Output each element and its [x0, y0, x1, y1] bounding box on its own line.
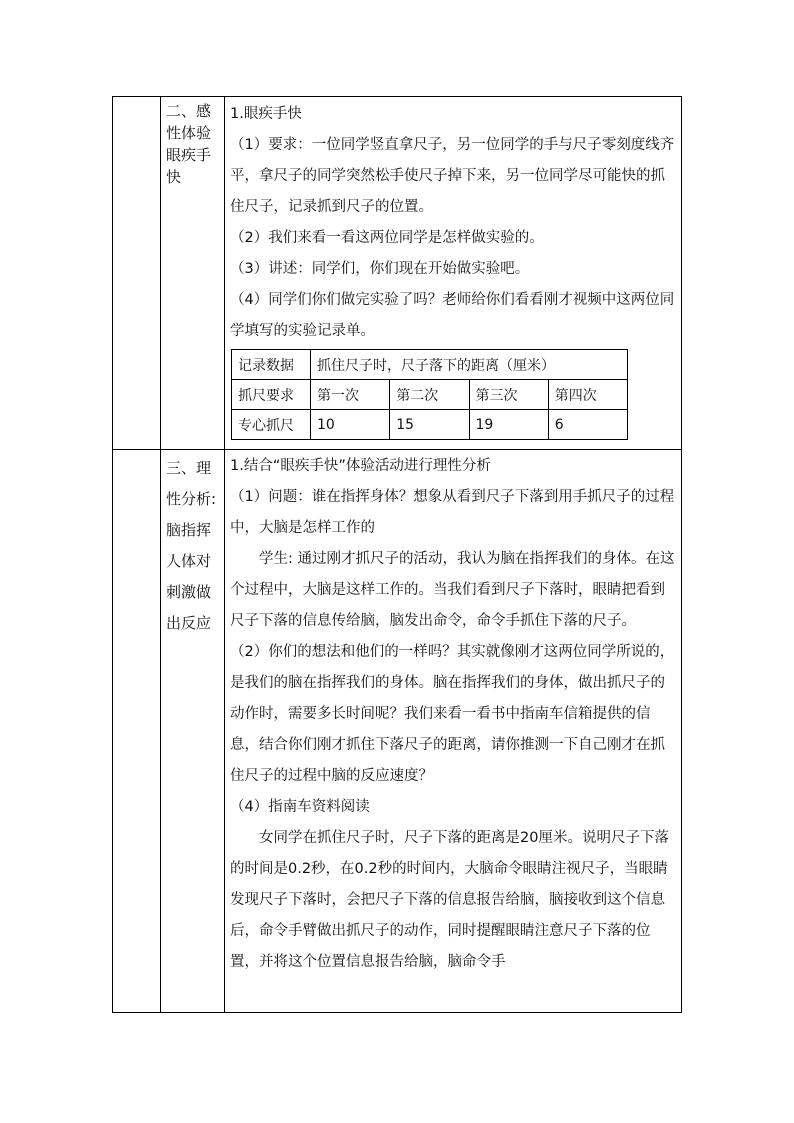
- section2-paragraph: （2）我们来看一看这两位同学是怎样做实验的。: [230, 230, 544, 246]
- section2-paragraph: （4）同学们你们做完实验了吗？老师给你们看看刚才视频中这两位同学填写的实验记录单。: [230, 292, 675, 339]
- section2-label-line: 性体验: [166, 124, 212, 142]
- section3-label-line: 出反应: [166, 614, 212, 632]
- record-row-head: 记录数据: [232, 350, 311, 380]
- attempt-header: 第二次: [390, 380, 469, 410]
- section3-label-line: 脑指挥: [166, 521, 212, 539]
- section3-label-line: 刺激做: [166, 583, 212, 601]
- record-value: 10: [311, 410, 390, 440]
- section3-paragraph: （1）问题：谁在指挥身体？想象从看到尺子下落到用手抓尺子的过程中，大脑是怎样工作的: [230, 489, 675, 536]
- section3-paragraph: （4）指南车资料阅读: [230, 799, 370, 815]
- section2-label-line: 二、感: [166, 102, 212, 120]
- column-divider-2: [224, 96, 225, 1013]
- column-divider-1: [160, 96, 161, 1013]
- section3-label-line: 性分析:: [166, 490, 217, 508]
- section2-content: [230, 99, 676, 347]
- record-value: 19: [469, 410, 548, 440]
- experiment-record-table: [231, 349, 628, 440]
- section2-label: [166, 100, 211, 188]
- record-row-head: 抓尺要求: [232, 380, 311, 410]
- section3-paragraph: 女同学在抓住尺子时，尺子下落的距离是20厘米。说明尺子下落的时间是0.2秒，在0.2秒的时间内，大脑命令眼睛注视尺子，当眼睛发现尺子下落时，会把尺子下落的信息报告给脑，脑接收到这个信息后，命令手臂做出抓尺子的动作，同时提醒眼睛注意尺子下落的位置，并将这个位置信息报告给脑，脑命令手: [230, 830, 669, 970]
- section3-paragraph: 学生: 通过刚才抓尺子的活动，我认为脑在指挥我们的身体。在这个过程中，大脑是这样工作的。当我们看到尺子下落时，眼睛把看到尺子下落的信息传给脑，脑发出命令，命令手抓住下落的尺子。: [230, 551, 675, 629]
- table-bottom-border: [112, 1012, 682, 1013]
- section2-paragraph: （1）要求：一位同学竖直拿尺子，另一位同学的手与尺子零刻度线齐平，拿尺子的同学突然松手使尺子掉下来，另一位同学尽可能快的抓住尺子，记录抓到尺子的位置。: [230, 137, 675, 215]
- record-title: 抓住尺子时，尺子落下的距离（厘米）: [311, 350, 628, 380]
- section3-label: [166, 453, 216, 639]
- section2-heading: 1.眼疾手快: [230, 106, 302, 122]
- section2-label-line: 眼疾手: [166, 146, 212, 164]
- attempt-header: 第一次: [311, 380, 390, 410]
- section3-content: [230, 451, 676, 978]
- attempt-header: 第四次: [548, 380, 627, 410]
- section3-label-line: 人体对: [166, 552, 212, 570]
- section3-paragraph: （2）你们的想法和他们的一样吗？其实就像刚才这两位同学所说的，是我们的脑在指挥我们的身体。脑在指挥我们的身体，做出抓尺子的动作时，需要多长时间呢？我们来看一看书中指南车信箱提供的信息，结合你们刚才抓住下落尺子的距离，请你推测一下自己刚才在抓住尺子的过程中脑的反应速度？: [230, 644, 675, 784]
- section2-paragraph: （3）讲述：同学们，你们现在开始做实验吧。: [230, 261, 530, 277]
- record-row-head: 专心抓尺: [232, 410, 311, 440]
- attempt-header: 第三次: [469, 380, 548, 410]
- record-value: 6: [548, 410, 627, 440]
- page-bottom-margin: [112, 1013, 684, 1123]
- section3-label-line: 三、理: [166, 459, 212, 477]
- record-value: 15: [390, 410, 469, 440]
- section2-label-line: 快: [166, 168, 182, 186]
- row-divider: [112, 449, 682, 450]
- section3-heading: 1.结合“眼疾手快”体验活动进行理性分析: [230, 458, 491, 474]
